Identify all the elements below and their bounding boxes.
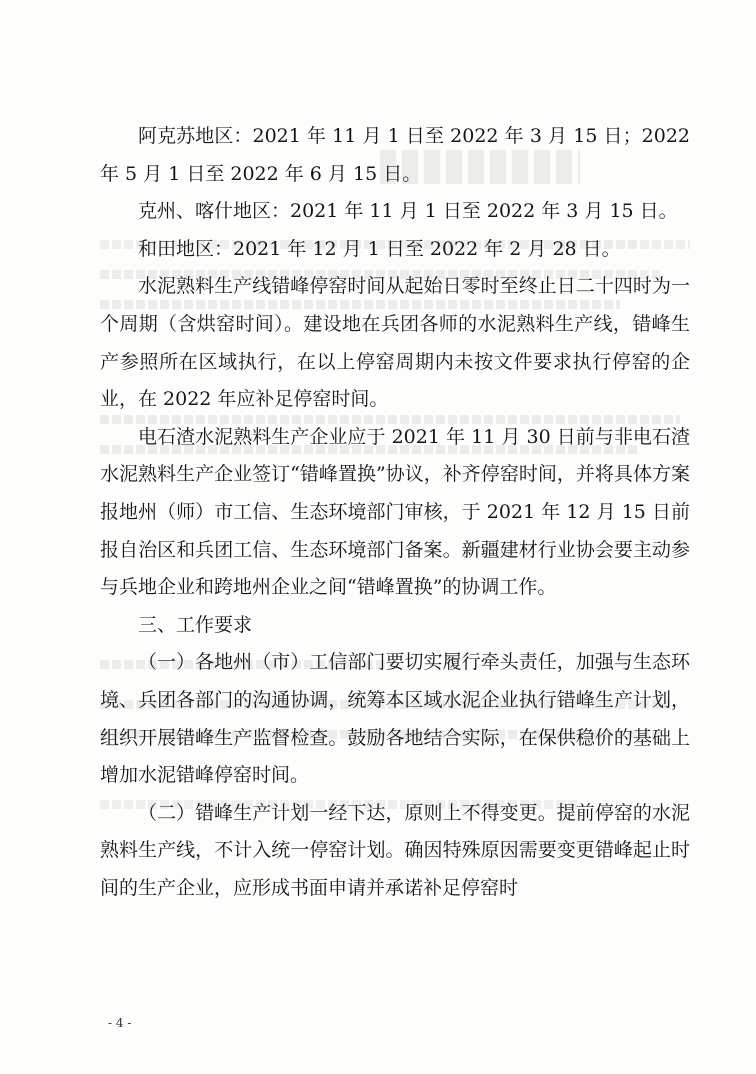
document-body	[100, 118, 690, 907]
page-number: - 4 -	[108, 1016, 132, 1030]
paragraph-requirement-two: （二）错峰生产计划一经下达，原则上不得变更。提前停窑的水泥熟料生产线，不计入统一停窑计划。确因特殊原因需要变更错峰起止时间的生产企业，应形成书面申请并承诺补足停窑时	[100, 801, 690, 899]
paragraph-carbide-slag-swap: 电石渣水泥熟料生产企业应于 2021 年 11 月 30 日前与非电石渣水泥熟料生产企业签订“错峰置换”协议，补齐停窑时间，并将具体方案报地州（师）市工信、生态环境部门审核，于 2021 年 12 月 15 日前报自治区和兵团工信、生态环境部门备案。新疆建材行业协会要主动参与兵地企业和跨地州企业之间“错峰置换”的协调工作。	[100, 425, 690, 599]
paragraph-hetian-dates: 和田地区：2021 年 12 月 1 日至 2022 年 2 月 28 日。	[138, 237, 621, 260]
paragraph-kezhou-kashi-dates: 克州、喀什地区：2021 年 11 月 1 日至 2022 年 3 月 15 日。	[138, 200, 678, 223]
paragraph-requirement-one: （一）各地州（市）工信部门要切实履行牵头责任，加强与生态环境、兵团各部门的沟通协调，统筹本区域水泥企业执行错峰生产计划，组织开展错峰生产监督检查。鼓励各地结合实际，在保供稳价的基础上增加水泥错峰停窑时间。	[100, 651, 690, 787]
paragraph-aksu-dates: 阿克苏地区：2021 年 11 月 1 日至 2022 年 3 月 15 日；2022 年 5 月 1 日至 2022 年 6 月 15 日。	[100, 125, 690, 185]
section-heading-work-requirements: 三、工作要求	[138, 613, 253, 636]
paragraph-kiln-shutdown-cycle: 水泥熟料生产线错峰停窑时间从起始日零时至终止日二十四时为一个周期（含烘窑时间）。建设地在兵团各师的水泥熟料生产线，错峰生产参照所在区域执行，在以上停窑周期内未按文件要求执行停窑的企业，在 2022 年应补足停窑时间。	[100, 275, 690, 411]
